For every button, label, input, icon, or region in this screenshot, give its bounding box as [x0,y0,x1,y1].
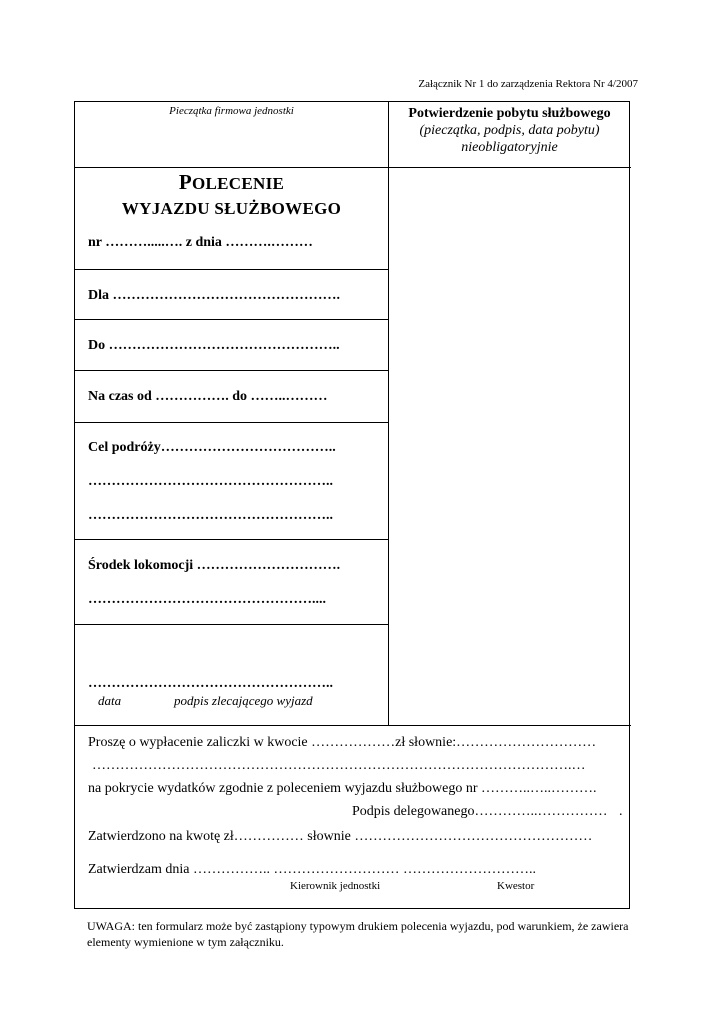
row-divider [75,422,388,423]
column-divider [388,102,389,725]
title-line2: WYJAZDU SŁUŻBOWEGO [121,199,342,218]
transport-field[interactable]: Środek lokomocji …………………………. [88,558,341,573]
purpose-field[interactable]: Cel podróży……………………………….. [88,440,336,455]
signature-line[interactable]: …………………………………………….. [88,676,333,691]
attachment-note: Załącznik Nr 1 do zarządzenia Rektora Nr 4/2007 [418,78,638,90]
stay-confirmation-box [388,105,631,156]
purpose-line3[interactable]: …………………………………………….. [88,508,333,523]
approval-date-line[interactable]: Zatwierdzam dnia …………….. ……………………… ……………………….. [88,862,536,877]
period-field[interactable]: Na czas od ……………. do ……..……… [88,389,328,404]
advance-words-line[interactable]: ………………………………………………………………………………………….… [92,758,586,773]
purpose-line2[interactable]: …………………………………………….. [88,474,333,489]
title-rest: OLECENIE [191,174,285,193]
stamp-label: Pieczątka firmowa jednostki [169,105,294,117]
row-divider [75,539,388,540]
confirm-subtitle: (pieczątka, podpis, data pobytu) [419,123,600,138]
confirm-optional: nieobligatoryjnie [461,140,558,155]
nr-date-field[interactable]: nr ……….....…. z dnia ……….……… [88,235,313,250]
head-of-unit-label: Kierownik jednostki [290,880,381,892]
do-field[interactable]: Do ………………………………………….. [88,338,340,353]
confirm-title: Potwierdzenie pobytu służbowego [408,106,611,121]
signature-date-label: data [98,693,122,708]
form-title [75,170,388,219]
bursar-label: Kwestor [497,880,535,892]
signature-person-label: podpis zlecającego wyjazd [174,693,313,708]
transport-line2[interactable]: ………………………………………….... [88,592,326,607]
footnote: UWAGA: ten formularz może być zastąpiony typowym drukiem polecenia wyjazdu, pod warunkiem, że zawiera elementy wymienione w tym załączniku. [87,919,629,949]
row-divider [75,167,631,168]
row-divider [75,269,388,270]
trip-number-line[interactable]: na pokrycie wydatków zgodnie z poleceniem wyjazdu służbowego nr ………..…..………. [88,781,597,796]
row-divider [75,319,388,320]
title-initial: P [178,170,192,194]
delegate-signature-end: . [619,804,623,819]
advance-request-line[interactable]: Proszę o wypłacenie zaliczki w kwocie ………………zł słownie:………………………… [88,735,597,750]
form-frame [74,101,630,909]
row-divider [75,725,631,726]
dla-field[interactable]: Dla …………………………………………. [88,288,340,303]
approved-amount-line[interactable]: Zatwierdzono na kwotę zł…………… słownie …………………………………………… [88,829,593,844]
row-divider [75,624,388,625]
row-divider [75,370,388,371]
delegate-signature-line[interactable]: Podpis delegowanego…………..…………… [352,804,608,819]
